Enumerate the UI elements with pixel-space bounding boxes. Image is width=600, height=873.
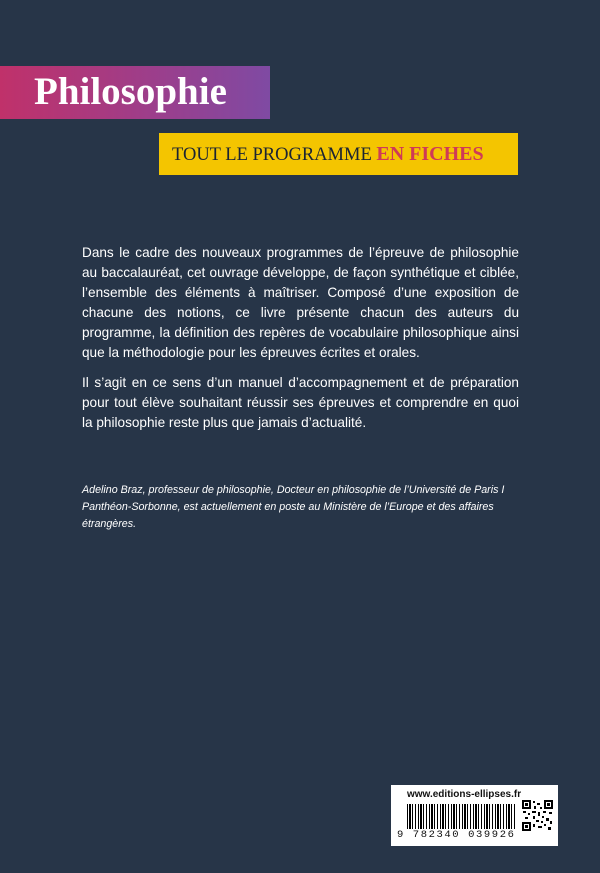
description-paragraph-1: Dans le cadre des nouveaux programmes de l’épreuve de philosophie au baccalauréat, cet ouvrage développe, de façon synthétique et ciblée, l’ensemble des éléments à maîtriser. Composé d’une exposition de chacune des notions, ce livre présente chacun des auteurs du programme, la définition des repères de vocabulaire philosophique ainsi que la méthodologie pour les épreuves écrites et orales. — [82, 245, 519, 360]
author-bio: Adelino Braz, professeur de philosophie, Docteur en philosophie de l’Université de Paris I Panthéon-Sorbonne, est actuellement en poste au Ministère de l’Europe et des affaires étrangères. — [82, 484, 505, 530]
publisher-website: www.editions-ellipses.fr — [407, 789, 522, 800]
description — [82, 243, 519, 443]
tagline-main: TOUT LE PROGRAMME — [172, 145, 377, 165]
title-band — [0, 66, 270, 119]
tagline — [172, 141, 484, 168]
book-title: Philosophie — [34, 70, 227, 113]
tagline-band — [159, 133, 518, 175]
barcode — [407, 804, 517, 829]
barcode-box — [391, 785, 558, 846]
isbn-number: 9 782340 039926 — [397, 829, 516, 841]
description-paragraph-2: Il s’agit en ce sens d’un manuel d’accompagnement et de préparation pour tout élève souhaitant réussir ses épreuves et comprendre en quoi la philosophie reste plus que jamais d’actualité. — [82, 375, 519, 430]
tagline-accent: EN FICHES — [376, 143, 484, 165]
qr-code-icon — [522, 800, 553, 831]
